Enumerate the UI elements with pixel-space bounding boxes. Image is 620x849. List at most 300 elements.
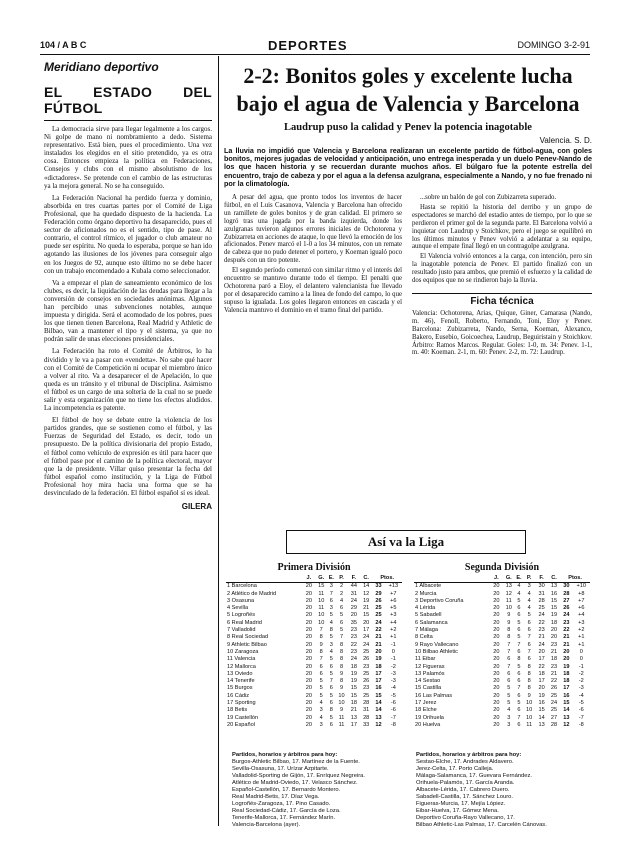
- primera-division-table: [226, 562, 402, 729]
- stat-cell: 21: [550, 670, 558, 677]
- fixture-line: Atlético de Madrid-Oviedo, 17. Velasco Sánchez.: [232, 780, 358, 786]
- stat-cell: 20: [305, 634, 312, 641]
- stat-cell: 10: [338, 700, 345, 707]
- stat-cell: -7: [578, 714, 584, 721]
- stat-cell: 20: [305, 721, 312, 728]
- fixture-line: Orihuela-Palamós, 17. García Aranda.: [416, 780, 515, 786]
- column-header: G.: [503, 575, 515, 583]
- stat-cell: 6: [507, 670, 511, 677]
- stat-cell: 23: [550, 641, 558, 648]
- stat-cell: 7: [319, 627, 323, 634]
- stat-cell: 20: [538, 648, 545, 655]
- article-paragraph: ...sobre un balón de gol con Zubizarreta superado.: [420, 194, 557, 202]
- fixture-line: Bilbao Athletic-Las Palmas, 17. Carcelén Cánovas.: [416, 822, 547, 828]
- column-signature: GILERA: [181, 502, 212, 512]
- stat-cell: +4: [578, 612, 585, 619]
- stat-cell: -6: [390, 700, 396, 707]
- stat-cell: 21: [363, 605, 370, 612]
- table-row: [226, 620, 402, 627]
- stat-cell: 10: [318, 597, 325, 604]
- stat-cell: 5: [527, 612, 531, 619]
- team-name-cell: 2 Atlético de Madrid: [227, 590, 277, 597]
- segunda-division-table: [414, 562, 590, 729]
- stat-cell: 21: [350, 707, 357, 714]
- stat-cell: 15: [363, 612, 370, 619]
- stat-cell: 20: [305, 619, 312, 626]
- article-paragraph: Hasta se repitió la historia del derribo y un grupo de espectadores se marchó del estadio antes de tiempo, por lo que se perdieron el primer gol de la segunda parte. El Barcelona volvió a inquietar con Laudrup y Stoichkov, pero el juego se equilibró en los últimos minutos y Penev volvió a adelantar a su equipo, aunque el empate final llegó en un contragolpe azulgrana.: [412, 203, 592, 251]
- fixtures-heading: Partidos, horarios y árbitros para hoy:: [232, 752, 338, 758]
- article-body: [224, 194, 592, 394]
- stat-cell: 5: [319, 692, 323, 699]
- table-row: [226, 715, 402, 722]
- stat-cell: -3: [578, 685, 584, 692]
- column-header: P.: [523, 575, 535, 583]
- stat-cell: 7: [517, 641, 521, 648]
- stat-cell: 5: [329, 612, 333, 619]
- stat-cell: -8: [390, 721, 396, 728]
- stat-cell: 23: [563, 619, 570, 626]
- stat-cell: 6: [507, 678, 511, 685]
- page-header: [40, 38, 590, 55]
- stat-cell: 28: [563, 590, 570, 597]
- column-paragraph: El fútbol de hoy se debate entre la violencia de los partidos grandes, que se sostienen como el fútbol, y las Fuerzas de Seguridad del Estado, es decir, todo un presupuesto. De la política divisionaria del propio Estado, el fútbol como vehículo de expresión es útil para hacer que el fútbol pase por el camino de la política electoral, mayor que la de presidente. Villar quiso presentar la fecha del fútbol español como institución, y la Liga de Fútbol Profesional hoy mira hacia una forma que se ha desvinculado de la federación. El fútbol español sí es ideal.: [44, 416, 212, 498]
- stat-cell: 3: [329, 605, 333, 612]
- stat-cell: 10: [505, 605, 512, 612]
- stat-cell: 4: [507, 707, 511, 714]
- column-header: J.: [303, 575, 315, 583]
- table-row: [414, 620, 590, 627]
- stat-cell: 20: [493, 663, 500, 670]
- stat-cell: 8: [339, 641, 344, 648]
- stat-cell: 5: [329, 714, 333, 721]
- stat-cell: 23: [350, 627, 357, 634]
- stat-cell: 20: [563, 656, 570, 663]
- table-header-row: [414, 575, 590, 583]
- stat-cell: 6: [339, 619, 344, 626]
- table-row: [414, 634, 590, 641]
- article-body-column-2: [412, 194, 592, 357]
- stat-cell: 11: [338, 721, 345, 728]
- stat-cell: 5: [517, 597, 521, 604]
- stat-cell: -5: [390, 692, 396, 699]
- stat-cell: 5: [329, 670, 333, 677]
- standings-table: [226, 575, 402, 729]
- article-paragraph: A pesar del agua, que pronto todos los inventos de hacer fútbol, en el Luis Casanova, Valencia y Barcelona han ofrecido un ramillete de goles bonitos y de gran calidad. El primero se logró tras una jugada por la banda izquierda, donde los azulgranas tuvieron algunos errores iniciales de Ochotorena y Zubizarreta en acciones de ataque, lo que llevó la emoción de los aficionados. Penev marcó el 1-0 a los 34 minutos, con un remate de cabeza que no pudo detener el portero, y Koeman igualó poco después con un tiro potente.: [224, 194, 402, 265]
- stat-cell: 5: [339, 612, 344, 619]
- stat-cell: 7: [507, 663, 511, 670]
- stat-cell: 20: [493, 619, 500, 626]
- stat-cell: 10: [318, 619, 325, 626]
- stat-cell: 25: [375, 605, 382, 612]
- stat-cell: 18: [563, 670, 570, 677]
- table-row: [226, 598, 402, 605]
- article-paragraph: El Valencia volvió entonces a la carga, con intención, pero sin la inagotable potencia de Penev. El partido finalizó con un resultado justo para ambos, que premió el esfuerzo y la calidad de dos equipos que no se rindieron bajo la lluvia.: [412, 253, 592, 285]
- stat-cell: 20: [305, 597, 312, 604]
- stat-cell: 6: [527, 627, 531, 634]
- column-header: E.: [328, 575, 334, 581]
- stat-cell: +3: [390, 612, 397, 619]
- team-name-cell: 18 Betis: [227, 707, 248, 714]
- stat-cell: 23: [363, 685, 370, 692]
- table-row: [414, 583, 590, 591]
- stat-cell: 29: [375, 590, 382, 597]
- stat-cell: -5: [578, 700, 584, 707]
- fixture-line: Figueras-Murcia, 17. Mejía Lópiez.: [416, 801, 506, 807]
- stat-cell: 13: [350, 714, 357, 721]
- stat-cell: +2: [390, 627, 397, 634]
- stat-cell: 22: [375, 627, 382, 634]
- team-column-header: [226, 575, 303, 583]
- fixture-line: Sestao-Elche, 17. Andrades Aldavero.: [416, 759, 514, 765]
- stat-cell: 6: [517, 692, 521, 699]
- team-column-header: [414, 575, 490, 583]
- stat-cell: -1: [578, 663, 584, 670]
- opinion-column: [44, 60, 212, 511]
- stat-cell: +7: [390, 590, 397, 597]
- stat-cell: 5: [517, 663, 521, 670]
- stat-cell: 24: [350, 656, 357, 663]
- stat-cell: 7: [507, 641, 511, 648]
- stat-cell: 29: [350, 605, 357, 612]
- stat-cell: 14: [363, 583, 370, 590]
- stat-cell: 12: [375, 721, 382, 728]
- stat-cell: 20: [493, 656, 500, 663]
- stat-cell: +1: [578, 641, 585, 648]
- fixture-line: Español-Castellón, 17. Bernardo Montero.: [232, 787, 341, 793]
- table-row: [414, 605, 590, 612]
- fixture-line: Real Madrid-Betis, 17. Díaz Vega.: [232, 794, 320, 800]
- stat-cell: 20: [305, 605, 312, 612]
- stat-cell: 20: [305, 707, 312, 714]
- stat-cell: 12: [505, 590, 512, 597]
- stat-cell: 20: [563, 648, 570, 655]
- stat-cell: 20: [305, 641, 312, 648]
- table-row: [414, 627, 590, 634]
- stat-cell: 15: [375, 692, 382, 699]
- stat-cell: 21: [375, 634, 382, 641]
- match-sheet: [412, 293, 592, 357]
- stat-cell: +6: [578, 605, 585, 612]
- stat-cell: 20: [550, 634, 558, 641]
- stat-cell: 20: [493, 700, 500, 707]
- team-name-cell: 5 Logroñés: [227, 612, 255, 619]
- stat-cell: 24: [538, 612, 545, 619]
- stat-cell: 7: [517, 714, 521, 721]
- team-name-cell: 17 Jerez: [415, 700, 437, 707]
- team-name-cell: 18 Elche: [415, 707, 437, 714]
- stat-cell: 7: [527, 648, 531, 655]
- primera-division-title: Primera División: [277, 562, 351, 573]
- stat-cell: 11: [318, 590, 325, 597]
- stat-cell: 25: [550, 707, 558, 714]
- stat-cell: 20: [538, 685, 545, 692]
- stat-cell: 15: [563, 700, 570, 707]
- standings-table: [414, 575, 590, 729]
- team-name-cell: 11 Eibar: [415, 656, 436, 663]
- stat-cell: +4: [390, 619, 397, 626]
- stat-cell: 0: [579, 648, 583, 655]
- stat-cell: 6: [527, 619, 531, 626]
- column-paragraph: La Federación Nacional ha perdido fuerza y dominio, absorbida en tres cuartas partes por el Comité de Liga Profesional, que ha quedado dispuesto de la hacienda. La Federación como órgano deportivo ha desaparecido, pues el sector de aficionados no es el sentido, tipo de pase. Al contrario, el control rítmico, el jugador o club amateur no puede ser espíritu. No queda lo esperaba, porque se han ido agotando las ilusiones de los jóvenes para conseguir algo en los Juegos de 92, aunque esto último no se debe hacer con un trabajo encomendado a Kubala como seleccionador.: [44, 193, 212, 275]
- table-row: [414, 678, 590, 685]
- stat-cell: 33: [363, 721, 370, 728]
- stat-cell: -2: [578, 670, 584, 677]
- stat-cell: 7: [329, 678, 333, 685]
- stat-cell: 6: [329, 663, 333, 670]
- team-name-cell: 12 Figueras: [415, 663, 445, 670]
- stat-cell: 9: [507, 619, 511, 626]
- stat-cell: 22: [538, 619, 545, 626]
- stat-cell: 44: [350, 583, 357, 590]
- stat-cell: 22: [538, 663, 545, 670]
- table-row: [226, 634, 402, 641]
- stat-cell: 4: [517, 590, 521, 597]
- stat-cell: 8: [527, 678, 531, 685]
- article-lead: La lluvia no impidió que Valencia y Barcelona realizaran un excelente partido de fútbol-agua, con goles bonitos, mejores jugadas de velocidad y anticipación, uno entrega inesperada y un duelo Penev-Nando de los que hacen historia y se recuerdan durante muchos años. El búlgaro fue la potente estrella del encuentro, trajo de cabeza y por el agua a la defensa azulgrana, especialmente a Nando, y no fue frenado ni por la climatología.: [224, 146, 592, 188]
- stat-cell: 23: [550, 663, 558, 670]
- stat-cell: 6: [319, 663, 323, 670]
- stat-cell: 5: [517, 634, 521, 641]
- stat-cell: 21: [563, 641, 570, 648]
- stat-cell: 6: [517, 721, 521, 728]
- stat-cell: 6: [527, 656, 531, 663]
- stat-cell: 6: [517, 605, 521, 612]
- column-title: EL ESTADO DEL FÚTBOL: [44, 84, 212, 121]
- fixture-line: Burgos-Athletic Bilbao, 17. Martínez de la Fuente.: [232, 759, 360, 765]
- column-header: E.: [516, 575, 522, 581]
- team-name-cell: 1 Albacete: [415, 583, 442, 590]
- stat-cell: +10: [576, 583, 587, 590]
- stat-cell: 20: [493, 627, 500, 634]
- stat-cell: 19: [375, 656, 382, 663]
- stat-cell: 5: [329, 692, 333, 699]
- stat-cell: -1: [390, 641, 396, 648]
- stat-cell: 9: [319, 641, 323, 648]
- stat-cell: 7: [319, 656, 323, 663]
- stat-cell: +8: [578, 590, 585, 597]
- team-name-cell: 20 Huelva: [415, 721, 441, 728]
- fixture-line: Tenerife-Mallorca, 17. Fernández Marín.: [232, 815, 336, 821]
- stat-cell: 8: [339, 663, 344, 670]
- column-header: C.: [360, 575, 372, 583]
- article-headline-line-2: bajo el agua de Valencia y Barcelona: [236, 91, 580, 116]
- stat-cell: 20: [493, 692, 500, 699]
- stat-cell: 26: [563, 605, 570, 612]
- stat-cell: 5: [507, 692, 511, 699]
- team-name-cell: 13 Oviedo: [227, 670, 253, 677]
- stat-cell: 3: [329, 583, 333, 590]
- stat-cell: 17: [538, 656, 545, 663]
- stat-cell: 4: [527, 605, 531, 612]
- column-paragraph: Va a empezar el plan de saneamiento económico de los clubes, es decir, la liquidación de las deudas para llegar a la conversión de consejos en sociedades anónimas. Algunos han percibido unas subvenciones notables, aunque impuesta y dirigida. Será el acomodado de los pobres, pues los que tienen tienen Barcelona, Real Madrid y Athletic de Bilbao, van a mantener el tipo y el sistema, ya que no podrán salir de unas elecciones presidenciales.: [44, 278, 212, 344]
- stat-cell: 3: [319, 721, 323, 728]
- column-kicker: Meridiano deportivo: [44, 60, 159, 74]
- table-row: [414, 649, 590, 656]
- stat-cell: 13: [563, 714, 570, 721]
- stat-cell: 6: [517, 678, 521, 685]
- stat-cell: 31: [363, 707, 370, 714]
- stat-cell: 20: [305, 583, 312, 590]
- table-row: [226, 591, 402, 598]
- stat-cell: 15: [550, 597, 558, 604]
- stat-cell: 9: [507, 612, 511, 619]
- stat-cell: 20: [493, 634, 500, 641]
- stat-cell: 6: [517, 627, 521, 634]
- stat-cell: 22: [563, 627, 570, 634]
- stat-cell: 0: [391, 648, 395, 655]
- match-sheet-title: Ficha técnica: [470, 295, 534, 307]
- stat-cell: 26: [363, 656, 370, 663]
- team-name-cell: 15 Castilla: [415, 685, 442, 692]
- team-name-cell: 7 Valladolid: [227, 627, 256, 634]
- team-name-cell: 8 Real Sociedad: [227, 634, 269, 641]
- stat-cell: 20: [493, 685, 500, 692]
- stat-cell: 2: [339, 583, 344, 590]
- stat-cell: 20: [493, 714, 500, 721]
- table-header-row: [226, 575, 402, 583]
- stat-cell: 4: [329, 619, 333, 626]
- team-name-cell: 6 Real Madrid: [227, 619, 262, 626]
- stat-cell: 22: [350, 641, 357, 648]
- stat-cell: 13: [538, 721, 545, 728]
- stat-cell: 18: [563, 678, 570, 685]
- column-divider: [218, 56, 219, 826]
- stat-cell: -3: [390, 670, 396, 677]
- stat-cell: 9: [339, 685, 344, 692]
- stat-cell: 13: [375, 714, 382, 721]
- stat-cell: 25: [363, 670, 370, 677]
- fixture-line: Deportivo Coruña-Rayo Vallecano, 17.: [416, 815, 515, 821]
- stat-cell: 21: [375, 641, 382, 648]
- stat-cell: 8: [319, 648, 323, 655]
- stat-cell: 23: [363, 663, 370, 670]
- table-row: [226, 700, 402, 707]
- stat-cell: 11: [505, 597, 512, 604]
- stat-cell: 31: [350, 590, 357, 597]
- stat-cell: 30: [563, 583, 570, 590]
- stat-cell: -4: [390, 685, 396, 692]
- stat-cell: 20: [305, 648, 312, 655]
- stat-cell: 25: [550, 692, 558, 699]
- stat-cell: 19: [550, 612, 558, 619]
- article-paragraph: El segundo período comenzó con similar ritmo y el interés del encuentro se mantuvo durante todo el tiempo. El penalti que Ochotorena paró a Eloy, el delantero valencianista fue llevado por el desaparecido camino a la línea de fondo del campo, lo que supuso la igualada. Los goles llegaron entonces en cascada y el Valencia mantuvo el dominio en el tramo final del partido.: [224, 267, 402, 314]
- segunda-division-title: Segunda División: [464, 562, 540, 573]
- team-name-cell: 1 Barcelona: [227, 583, 257, 590]
- table-row: [226, 685, 402, 692]
- table-row: [226, 722, 402, 729]
- stat-cell: 20: [493, 707, 500, 714]
- stat-cell: 4: [319, 700, 323, 707]
- stat-cell: 4: [517, 583, 521, 590]
- league-banner: Así va la Liga: [286, 530, 526, 554]
- stat-cell: 15: [538, 707, 545, 714]
- stat-cell: 15: [350, 685, 357, 692]
- table-row: [414, 685, 590, 692]
- stat-cell: 28: [363, 714, 370, 721]
- stat-cell: 8: [339, 656, 344, 663]
- stat-cell: 18: [538, 670, 545, 677]
- stat-cell: 24: [538, 641, 545, 648]
- stat-cell: 19: [538, 692, 545, 699]
- stat-cell: 5: [329, 656, 333, 663]
- stat-cell: 20: [305, 590, 312, 597]
- stat-cell: 21: [563, 634, 570, 641]
- team-name-cell: 10 Zaragoza: [227, 648, 259, 655]
- stat-cell: 7: [339, 634, 344, 641]
- fixtures-heading: Partidos, horarios y árbitros para hoy:: [416, 752, 522, 758]
- stat-cell: 28: [550, 721, 558, 728]
- stat-cell: 20: [493, 641, 500, 648]
- stat-cell: 25: [363, 648, 370, 655]
- stat-cell: 3: [507, 714, 511, 721]
- stat-cell: 5: [329, 634, 333, 641]
- team-name-cell: 8 Celta: [415, 634, 433, 641]
- stat-cell: 8: [527, 663, 531, 670]
- stat-cell: 20: [305, 678, 312, 685]
- stat-cell: 6: [319, 670, 323, 677]
- stat-cell: 16: [375, 685, 382, 692]
- fixture-line: Málaga-Salamanca, 17. Guevara Fernández.: [416, 773, 533, 779]
- stat-cell: 20: [550, 627, 558, 634]
- column-header: Ptos.: [560, 575, 590, 583]
- stat-cell: 33: [375, 583, 382, 590]
- table-row: [414, 671, 590, 678]
- stat-cell: 20: [305, 612, 312, 619]
- table-row: [414, 642, 590, 649]
- stat-cell: 16: [563, 692, 570, 699]
- stat-cell: 24: [363, 641, 370, 648]
- stat-cell: 6: [517, 612, 521, 619]
- stat-cell: 4: [527, 597, 531, 604]
- table-row: [414, 707, 590, 714]
- team-name-cell: 3 Deportivo Coruña: [415, 597, 464, 604]
- stat-cell: 15: [350, 692, 357, 699]
- stat-cell: 12: [563, 721, 570, 728]
- stat-cell: 4: [339, 597, 344, 604]
- article-subhead: Laudrup puso la calidad y Penev la potencia inagotable: [284, 122, 532, 133]
- stat-cell: 17: [538, 678, 545, 685]
- stat-cell: 14: [375, 700, 382, 707]
- stat-cell: 27: [563, 597, 570, 604]
- stat-cell: 6: [517, 648, 521, 655]
- table-row: [414, 715, 590, 722]
- fixture-line: Real Sociedad-Cádiz, 17. García de Loza.: [232, 808, 341, 814]
- fixture-line: Valladolid-Sporting de Gijón, 17. Enríquez Negreira.: [232, 773, 365, 779]
- stat-cell: 19: [363, 597, 370, 604]
- stat-cell: 20: [493, 597, 500, 604]
- stat-cell: 24: [363, 634, 370, 641]
- stat-cell: 4: [329, 648, 333, 655]
- stat-cell: 8: [527, 670, 531, 677]
- stat-cell: +1: [578, 634, 585, 641]
- stat-cell: 4: [319, 714, 323, 721]
- stat-cell: 6: [339, 605, 344, 612]
- stat-cell: 3: [319, 707, 323, 714]
- table-body: [226, 583, 402, 729]
- team-name-cell: 6 Salamanca: [415, 619, 448, 626]
- team-name-cell: 10 Bilbao Athletic: [415, 648, 458, 655]
- stat-cell: 11: [338, 714, 345, 721]
- team-name-cell: 7 Málaga: [415, 627, 439, 634]
- stat-cell: 20: [493, 678, 500, 685]
- stat-cell: 9: [339, 670, 344, 677]
- table-row: [414, 722, 590, 729]
- stat-cell: 6: [329, 721, 333, 728]
- stat-cell: -7: [390, 714, 396, 721]
- stat-cell: 16: [550, 590, 558, 597]
- fixture-line: Albacete-Lérida, 17. Cabrero Duero.: [416, 787, 510, 793]
- fixture-line: Valencia-Barcelona (ayer).: [232, 822, 301, 828]
